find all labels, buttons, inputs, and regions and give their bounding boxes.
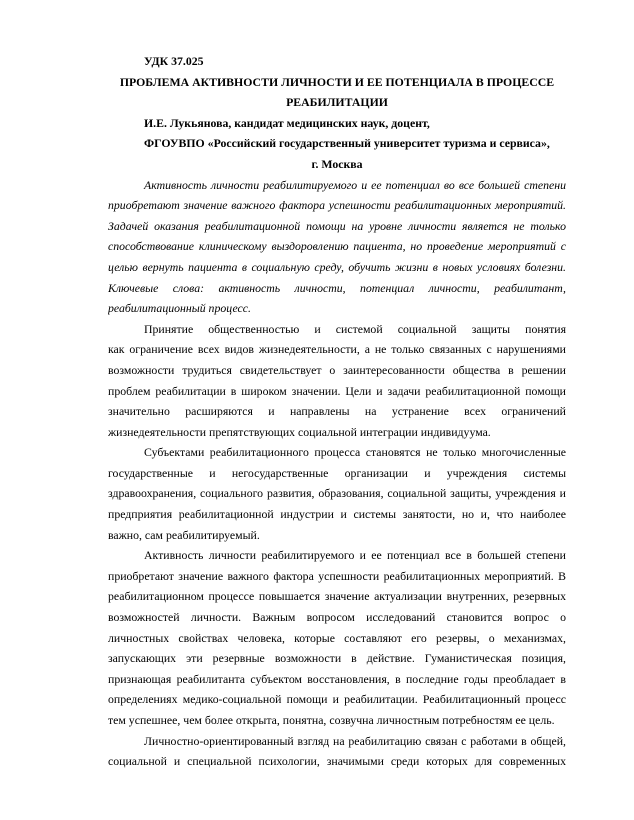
article-title-line-1: ПРОБЛЕМА АКТИВНОСТИ ЛИЧНОСТИ И ЕЕ ПОТЕНЦИАЛА В ПРОЦЕССЕ [119,74,555,89]
paragraph-line: социальной и специальной психологии, значимыми среди которых для современных [108,754,566,769]
paragraph-line: возможностей личности. Важным вопросом исследований становится вопрос о [108,610,566,625]
paragraph-line: важно, сам реабилитируемый. [108,527,260,542]
article-title-line-2: РЕАБИЛИТАЦИИ [286,95,388,110]
abstract-line: Активность личности реабилитируемого и ее потенциал во все большей степени [144,177,566,192]
paragraph-line: значительно расширяются и направлены на устранение всех ограничений [108,404,566,419]
keywords-line: Ключевые слова: активность личности, потенциал личности, реабилитант, [108,280,566,295]
paragraph-line: проблем реабилитации в широком значении. Цели и задачи реабилитационной помощи [108,383,566,398]
abstract-line: Задачей оказания реабилитационной помощи на уровне личности является не только [108,218,566,233]
paragraph-line: Активность личности реабилитируемого и ее потенциал все в большей степени [144,548,566,563]
abstract-line: способствование клиническому выздоровлению пациента, но проведение мероприятий с [108,239,566,254]
paragraph-line: признающая реабилитанта субъектом восстановления, в последние годы преобладает в [108,671,566,686]
paragraph-line: как ограничение всех видов жизнедеятельности, а не только связанных с нарушениями [108,342,566,357]
paragraph-line: предприятия реабилитационной индустрии и системы занятости, но и, что наиболее [108,507,566,522]
paragraph-line: определениях медико-социальной помощи и реабилитации. Реабилитационный процесс [108,692,566,707]
udk-code: УДК 37.025 [144,54,204,68]
paragraph-line: Принятие общественностью и системой социальной защиты понятия [144,321,566,336]
paragraph-line: приобретают значение важного фактора успешности реабилитационных мероприятий. В [108,568,566,583]
paragraph-line: Субъектами реабилитационного процесса становятся не только многочисленные [144,445,566,460]
paragraph-line: возможности трудиться свидетельствует о заинтересованности общества в решении [108,362,566,377]
abstract [108,175,566,319]
paragraph-1 [108,319,566,443]
paragraph-line: тем успешнее, чем более открыта, понятна, созвучна личностным потребностям ее цель. [108,713,555,727]
affiliation-line-2: г. Москва [311,156,363,171]
paragraph-line: запускающих эти резервные возможности в действие. Гуманистическая позиция, [108,651,566,666]
paragraph-2 [108,442,566,545]
paragraph-line: Личностно-ориентированный взгляд на реабилитацию связан с работами в общей, [144,733,566,748]
paragraph-line: реабилитационном процессе повышается значение актуализации внутренних, резервных [108,589,566,604]
abstract-line: приобретают значение важного фактора успешности реабилитационных мероприятий. [108,198,566,213]
article-body [108,51,566,772]
abstract-line: целью вернуть пациента в социальную среду, обучить жизни в новых условиях болезни. [108,259,566,274]
paragraph-4 [108,731,566,772]
paragraph-3 [108,545,566,730]
paragraph-line: государственные и негосударственные организации и учреждения системы [108,465,566,480]
paragraph-line: личностных свойствах человека, которые составляют его резервы, о механизмах, [108,630,566,645]
affiliation-line-1: ФГОУВПО «Российский государственный университет туризма и сервиса», [144,136,550,151]
keywords-line: реабилитационный процесс. [108,301,251,316]
paragraph-line: жизнедеятельности препятствующих социальной интеграции индивидуума. [108,424,491,439]
paragraph-line: здравоохранения, социального развития, образования, социальной защиты, учреждения и [108,486,566,501]
author-line: И.Е. Лукьянова, кандидат медицинских наук, доцент, [144,115,430,130]
